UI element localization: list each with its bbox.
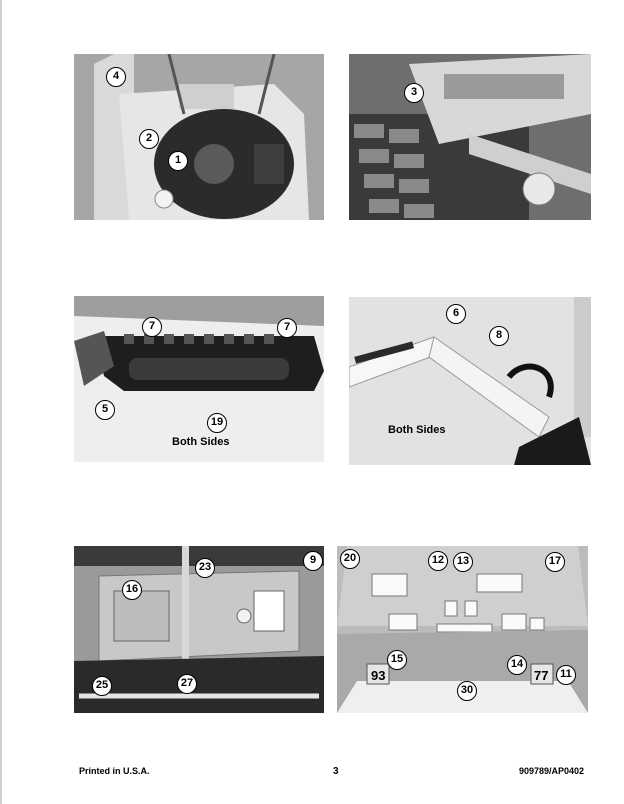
photo-canopy-decals xyxy=(337,546,588,713)
document-id: 909789/AP0402 xyxy=(519,766,585,776)
callout-14: 14 xyxy=(507,655,527,675)
photo-caption: Both Sides xyxy=(388,424,446,436)
callout-9: 9 xyxy=(303,551,323,571)
callout-15: 15 xyxy=(387,650,407,670)
callout-19: 19 xyxy=(207,413,227,433)
decal-number: 93 xyxy=(371,668,386,683)
callout-25: 25 xyxy=(92,676,112,696)
callout-2: 2 xyxy=(139,129,159,149)
callout-4: 4 xyxy=(106,67,126,87)
photo-engine-compartment xyxy=(74,54,324,220)
callout-7: 7 xyxy=(277,318,297,338)
callout-1: 1 xyxy=(168,151,188,171)
callout-27: 27 xyxy=(177,674,197,694)
photo-track-side xyxy=(74,296,324,462)
callout-5: 5 xyxy=(95,400,115,420)
photo-boom-arm xyxy=(349,297,591,465)
callout-11: 11 xyxy=(556,665,576,685)
callout-20: 20 xyxy=(340,549,360,569)
photo-operator-platform xyxy=(74,546,324,713)
callout-23: 23 xyxy=(195,558,215,578)
callout-30: 30 xyxy=(457,681,477,701)
callout-8: 8 xyxy=(489,326,509,346)
callout-16: 16 xyxy=(122,580,142,600)
footer-printed-in: Printed in U.S.A. xyxy=(79,766,150,776)
decal-number: 77 xyxy=(534,668,549,683)
callout-17: 17 xyxy=(545,552,565,572)
callout-3: 3 xyxy=(404,83,424,103)
callout-12: 12 xyxy=(428,551,448,571)
photo-caption: Both Sides xyxy=(172,436,230,448)
callout-13: 13 xyxy=(453,552,473,572)
callout-6: 6 xyxy=(446,304,466,324)
photo-boom-cylinder-drawing xyxy=(349,54,591,220)
page-number: 3 xyxy=(333,766,339,777)
photo-boom-cylinder xyxy=(349,54,591,220)
photo-boom-arm-drawing xyxy=(349,297,591,465)
callout-7: 7 xyxy=(142,317,162,337)
page-edge xyxy=(0,0,2,804)
